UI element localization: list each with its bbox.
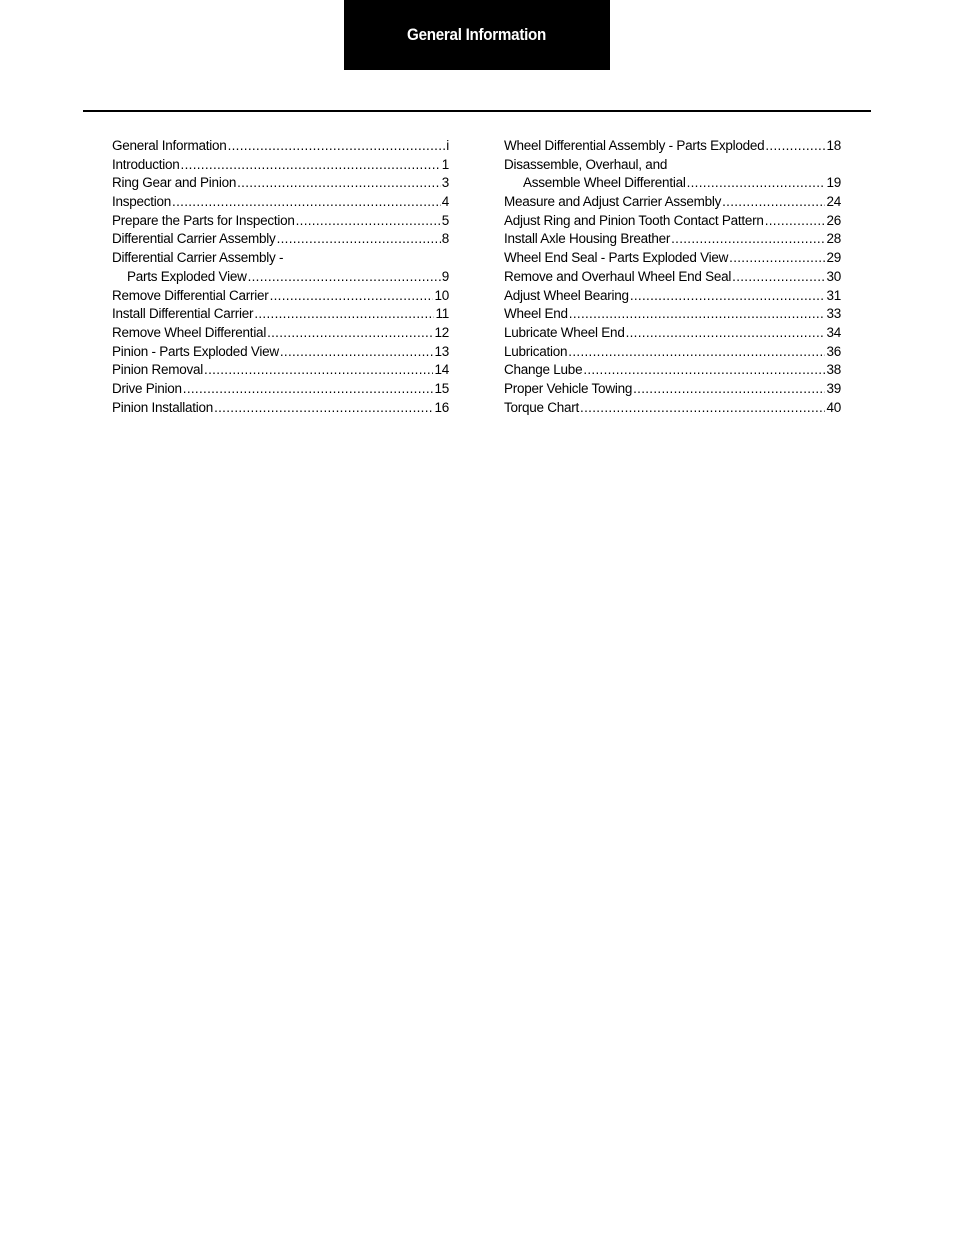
toc-entry-title: Pinion Installation	[112, 399, 214, 415]
toc-entry[interactable]	[112, 156, 449, 175]
toc-entry-title: Differential Carrier Assembly -	[112, 250, 284, 266]
toc-entry-title: General Information	[112, 138, 227, 153]
toc-entry-page: 26	[826, 212, 841, 228]
toc-entry[interactable]	[112, 174, 449, 193]
toc-entry[interactable]	[504, 174, 841, 193]
toc-entry[interactable]	[112, 230, 449, 249]
toc-entry[interactable]	[504, 230, 841, 249]
toc-entry-page: 10	[434, 287, 449, 303]
toc-entry[interactable]	[112, 361, 449, 380]
toc-dot-leader	[633, 380, 825, 399]
toc-entry[interactable]	[504, 137, 841, 156]
toc-entry-title: Pinion - Parts Exploded View	[112, 343, 279, 359]
toc-dot-leader	[181, 156, 441, 175]
toc-dot-leader	[729, 249, 825, 268]
toc-dot-leader	[687, 174, 826, 193]
header-divider	[83, 110, 871, 112]
toc-entry-title: Inspection	[112, 194, 172, 210]
toc-dot-leader	[204, 361, 433, 380]
toc-entry-page: 19	[826, 175, 841, 191]
toc-entry-title: Parts Exploded View	[127, 268, 247, 284]
toc-entry-page: 13	[434, 343, 449, 359]
toc-dot-leader	[280, 343, 434, 362]
toc-entry[interactable]	[504, 380, 841, 399]
toc-entry-title: Ring Gear and Pinion	[112, 175, 237, 191]
toc-entry-page: 18	[826, 138, 841, 153]
toc-entry-page: 38	[826, 362, 841, 378]
toc-entry-page: 31	[826, 287, 841, 303]
toc-entry-page: 30	[826, 268, 841, 284]
toc-entry-page: 40	[826, 399, 841, 415]
toc-dot-leader	[248, 268, 441, 287]
toc-entry[interactable]	[504, 212, 841, 231]
toc-entry-title: Remove and Overhaul Wheel End Seal	[504, 268, 732, 284]
toc-entry-page: 39	[826, 380, 841, 396]
toc-entry-page: 12	[434, 324, 449, 340]
toc-entry-title: Wheel Differential Assembly - Parts Exploded	[504, 138, 765, 153]
toc-entry-title: Lubrication	[504, 343, 568, 359]
toc-entry-title: Adjust Ring and Pinion Tooth Contact Pattern	[504, 212, 764, 228]
toc-entry[interactable]	[504, 343, 841, 362]
toc-dot-leader	[568, 343, 825, 362]
toc-entry-page: 34	[826, 324, 841, 340]
toc-entry-heading	[504, 156, 841, 175]
toc-entry[interactable]	[112, 324, 449, 343]
toc-dot-leader	[732, 268, 825, 287]
header-tab	[344, 0, 610, 70]
toc-entry-title: Adjust Wheel Bearing	[504, 287, 629, 303]
toc-entry[interactable]	[112, 212, 449, 231]
toc-entry-title: Wheel End Seal - Parts Exploded View	[504, 250, 729, 266]
toc-entry-title: Measure and Adjust Carrier Assembly	[504, 194, 722, 210]
toc-dot-leader	[626, 324, 826, 343]
toc-dot-leader	[228, 137, 446, 156]
toc-entry[interactable]	[112, 287, 449, 306]
toc-entry-title: Assemble Wheel Differential	[523, 175, 686, 191]
toc-dot-leader	[671, 230, 825, 249]
toc-entry-page: 9	[441, 268, 449, 284]
toc-entry[interactable]	[504, 287, 841, 306]
toc-entry[interactable]	[504, 268, 841, 287]
toc-entry-page: 33	[826, 306, 841, 322]
toc-entry[interactable]	[112, 268, 449, 287]
toc-entry-page: 28	[826, 231, 841, 247]
toc-dot-leader	[183, 380, 434, 399]
toc-entry[interactable]	[504, 193, 841, 212]
toc-entry-page: 29	[826, 250, 841, 266]
toc-entry-page: 5	[441, 212, 449, 228]
toc-dot-leader	[270, 287, 434, 306]
toc-entry[interactable]	[504, 399, 841, 418]
toc-dot-leader	[237, 174, 441, 193]
toc-dot-leader	[296, 212, 441, 231]
toc-entry-page: 36	[826, 343, 841, 359]
toc-dot-leader	[172, 193, 441, 212]
toc-entry-title: Remove Wheel Differential	[112, 324, 267, 340]
toc-entry-page: 11	[435, 306, 449, 322]
toc-entry-page: 14	[434, 362, 449, 378]
toc-dot-leader	[583, 361, 825, 380]
toc-dot-leader	[214, 399, 433, 418]
toc-column-right	[504, 137, 841, 417]
toc-entry[interactable]	[112, 137, 449, 156]
page-title: General Information	[407, 25, 547, 44]
toc-entry[interactable]	[504, 305, 841, 324]
toc-entry-title: Prepare the Parts for Inspection	[112, 212, 295, 228]
toc-dot-leader	[765, 212, 826, 231]
toc-entry-title: Lubricate Wheel End	[504, 324, 625, 340]
toc-entry-page: i	[446, 138, 449, 153]
toc-entry-page: 24	[826, 194, 841, 210]
toc-column-left	[112, 137, 449, 417]
toc-entry[interactable]	[112, 399, 449, 418]
toc-dot-leader	[569, 305, 826, 324]
toc-dot-leader	[254, 305, 434, 324]
toc-dot-leader	[267, 324, 433, 343]
toc-entry-page: 4	[441, 194, 449, 210]
toc-entry-title: Pinion Removal	[112, 362, 204, 378]
toc-entry[interactable]	[504, 324, 841, 343]
toc-entry-title: Wheel End	[504, 306, 568, 322]
toc-entry-page: 1	[441, 156, 449, 172]
toc-entry-title: Torque Chart	[504, 399, 580, 415]
toc-entry-title: Proper Vehicle Towing	[504, 380, 633, 396]
toc-entry-page: 16	[434, 399, 449, 415]
toc-entry[interactable]	[112, 380, 449, 399]
toc-entry-title: Remove Differential Carrier	[112, 287, 269, 303]
toc-entry-title: Install Axle Housing Breather	[504, 231, 671, 247]
toc-entry-title: Differential Carrier Assembly	[112, 231, 276, 247]
toc-entry[interactable]	[504, 249, 841, 268]
toc-entry[interactable]	[504, 361, 841, 380]
toc-dot-leader	[580, 399, 825, 418]
toc-dot-leader	[630, 287, 826, 306]
toc-entry[interactable]	[112, 343, 449, 362]
toc-entry-title: Install Differential Carrier	[112, 306, 254, 322]
toc-entry-title: Drive Pinion	[112, 380, 182, 396]
toc-entry[interactable]	[112, 305, 449, 324]
toc-entry[interactable]	[112, 193, 449, 212]
toc-entry-page: 3	[441, 175, 449, 191]
toc-dot-leader	[722, 193, 825, 212]
toc-entry-title: Change Lube	[504, 362, 583, 378]
toc-entry-page: 8	[441, 231, 449, 247]
toc-entry-title: Introduction	[112, 156, 180, 172]
toc-entry-page: 15	[434, 380, 449, 396]
toc-entry-heading	[112, 249, 449, 268]
toc-entry-title: Disassemble, Overhaul, and	[504, 156, 668, 172]
toc-dot-leader	[277, 230, 441, 249]
toc-dot-leader	[765, 137, 825, 156]
